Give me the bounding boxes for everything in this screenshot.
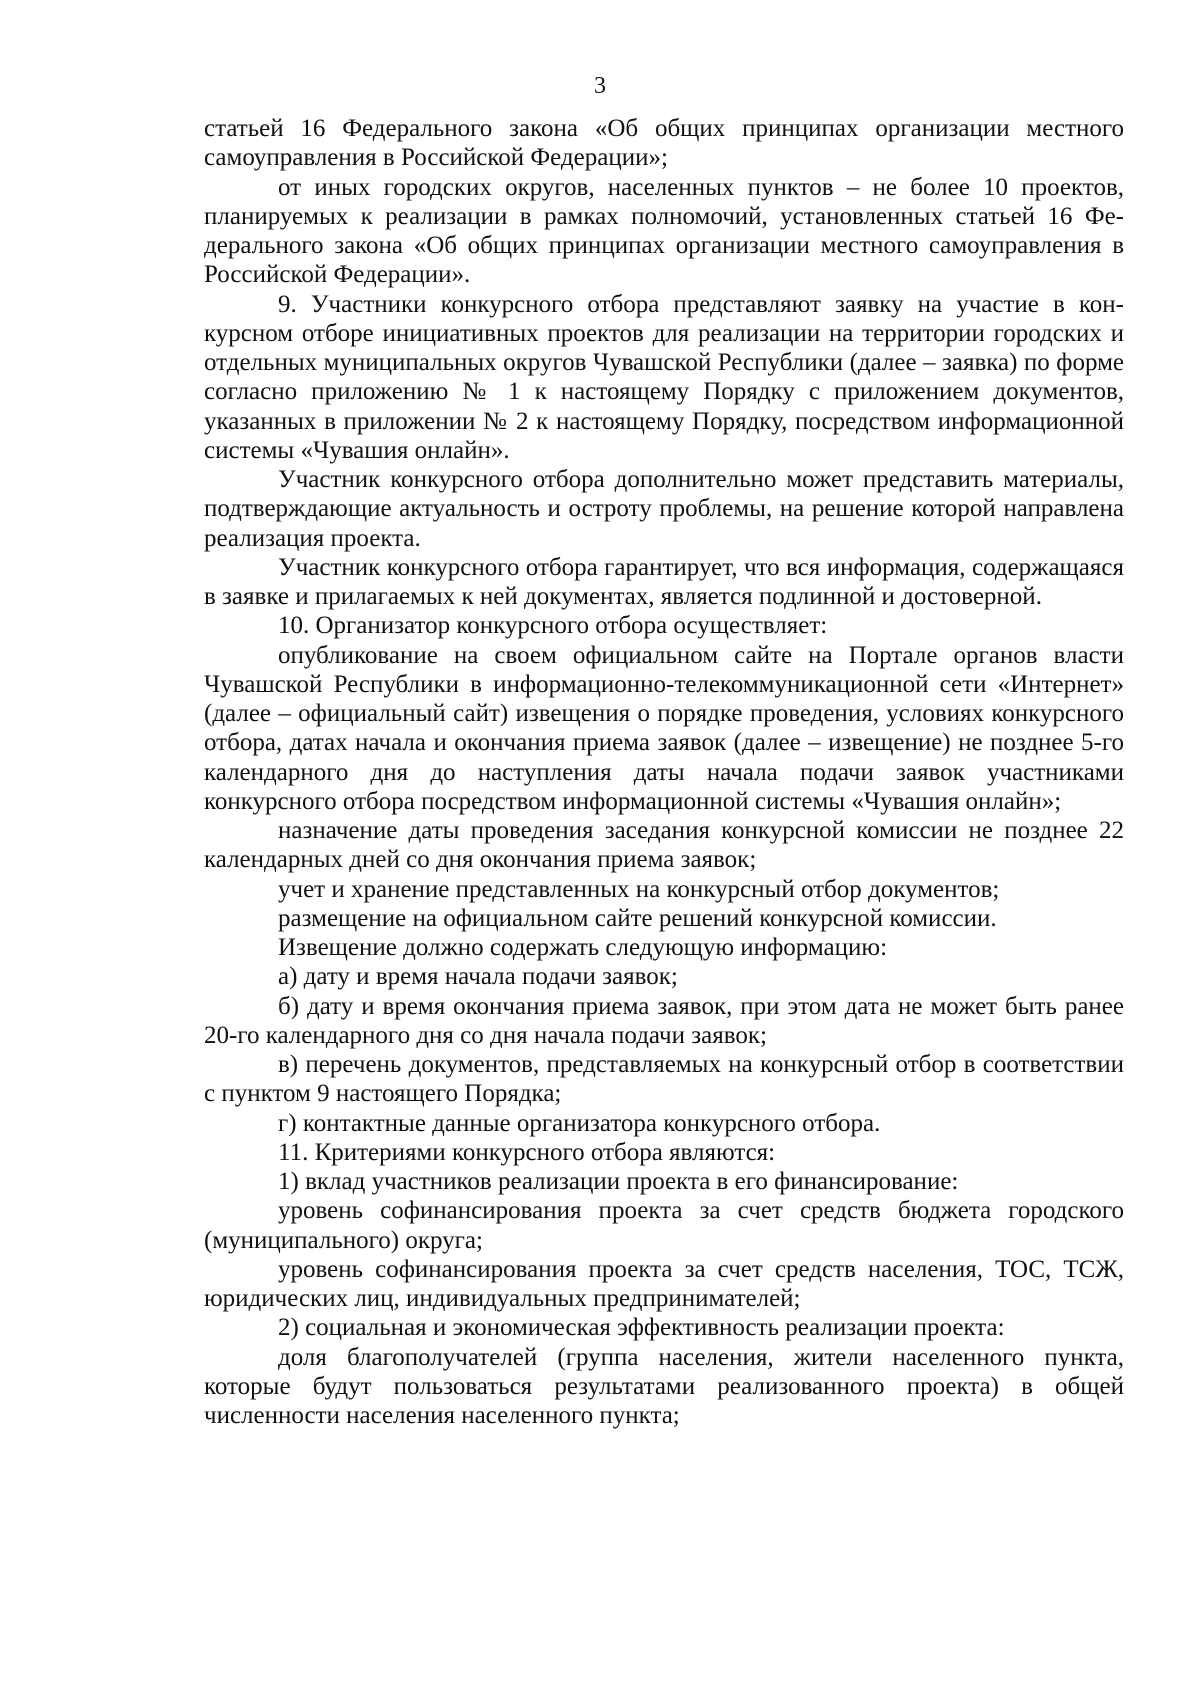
paragraph: 2) социальная и экономическая эффективность реализации проекта:: [278, 1314, 1005, 1342]
paragraph: г) контактные данные организатора конкурсного отбора.: [278, 1109, 881, 1137]
paragraph: размещение на официальном сайте решений конкурсной комиссии.: [278, 904, 997, 932]
paragraph: 11. Критериями конкурсного отбора являются:: [278, 1138, 776, 1166]
paragraph: уровень софинансирования проекта за счет средств бюджета городского (муниципального) округа;: [204, 1197, 1124, 1254]
paragraph: учет и хранение представленных на конкурсный отбор документов;: [278, 875, 1000, 903]
paragraph: Извещение должно содержать следующую информацию:: [278, 934, 888, 961]
paragraph: 1) вклад участников реализации проекта в его финансирование:: [278, 1168, 959, 1195]
page-number: 3: [594, 73, 606, 99]
paragraph: 9. Участники конкурсного отбора представляют заявку на участие в конкурсном отборе инициативных проектов для реализации на территории городских и отдельных муниципальных округов Чувашской Республики (далее – заявка) по форме согласно приложению № 1 к настоящему Порядку с приложением документов, указанных в приложении № 2 к настоящему Порядку, посредством информационной системы «Чувашия онлайн».: [204, 290, 1124, 464]
document-body: [204, 114, 1124, 1430]
paragraph: Участник конкурсного отбора гарантирует, что вся информация, содержащаяся в заявке и прилагаемых к ней документах, является подлинной и достоверной.: [204, 553, 1124, 610]
paragraph: уровень софинансирования проекта за счет средств населения, ТОС, ТСЖ, юридических лиц, индивидуальных предпринимателей;: [204, 1255, 1124, 1312]
paragraph: б) дату и время окончания приема заявок, при этом дата не может быть ранее 20-го календарного дня со дня начала подачи заявок;: [204, 992, 1124, 1049]
paragraph: от иных городских округов, населенных пунктов – не более 10 проектов, планируемых к реализации в рамках полномочий, установленных статьей 16 Федерального закона «Об общих принципах организации местного самоуправления в Российской Федерации».: [204, 173, 1124, 289]
paragraph: Участник конкурсного отбора дополнительно может представить материалы, подтверждающие актуальность и остроту проблемы, на решение которой направлена реализация проекта.: [204, 466, 1124, 552]
paragraph: 10. Организатор конкурсного отбора осуществляет:: [278, 612, 828, 640]
paragraph: доля благополучателей (группа населения, жители населенного пункта, которые будут пользоваться результатами реализованного проекта) в общей численности населения населенного пункта;: [204, 1343, 1124, 1429]
paragraph: в) перечень документов, представляемых на конкурсный отбор в соответствии с пунктом 9 настоящего Порядка;: [204, 1051, 1124, 1108]
paragraph: назначение даты проведения заседания конкурсной комиссии не позднее 22 календарных дней со дня окончания приема заявок;: [204, 817, 1124, 874]
paragraph: опубликование на своем официальном сайте на Портале органов власти Чувашской Республики в информационно-телекоммуникационной сети «Интернет» (далее – официальный сайт) извещения о порядке проведения, условиях конкурсного отбора, датах начала и окончания приема заявок (далее – извещение) не позднее 5-го календарного дня до наступления даты начала подачи заявок участниками конкурсного отбора посредством информационной системы «Чувашия онлайн»;: [204, 641, 1124, 815]
paragraph: а) дату и время начала подачи заявок;: [278, 963, 678, 991]
paragraph: статьей 16 Федерального закона «Об общих принципах организации местного самоуправления в Российской Федерации»;: [204, 115, 1124, 172]
